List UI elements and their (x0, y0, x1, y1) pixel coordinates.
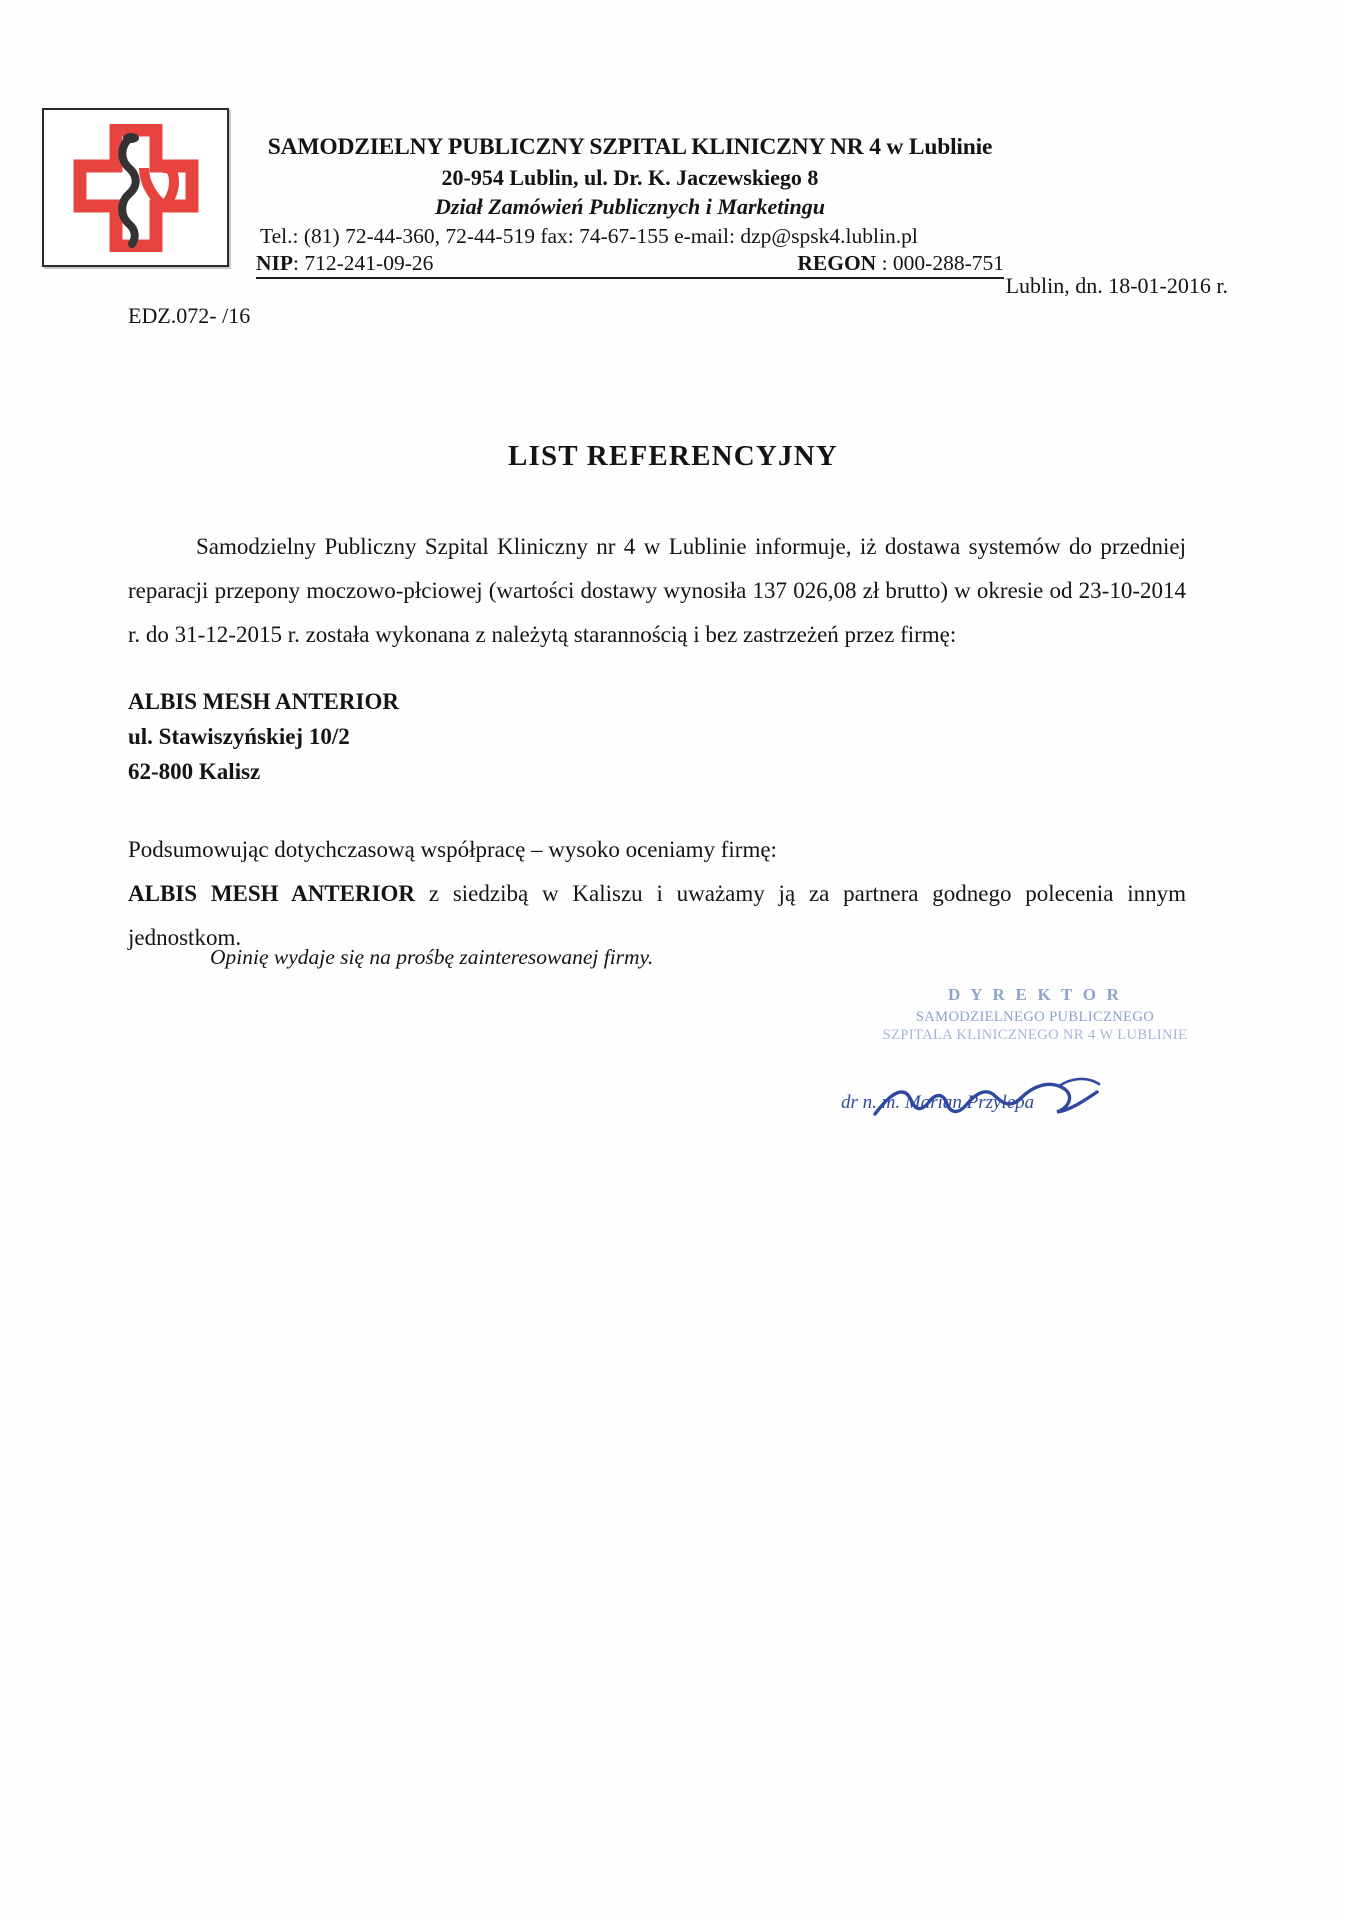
letterhead (0, 108, 1346, 279)
closing-suffix: z siedzibą w Kaliszu i uważamy ją za partnera godnego polecenia innym jednostkom. (128, 881, 1186, 951)
organization-address: 20-954 Lublin, ul. Dr. K. Jaczewskiego 8 (441, 164, 819, 190)
regon-value: : 000-288-751 (876, 250, 1004, 275)
red-cross-rod-of-asclepius-icon (72, 124, 200, 252)
reference-number: EDZ.072- /16 (128, 303, 251, 328)
regon-field (797, 251, 1004, 276)
hospital-logo (42, 108, 229, 267)
signature-title: D Y R E K T O R (947, 985, 1123, 1004)
opinion-note: Opinię wydaje się na prośbę zainteresowanej firmy. (210, 945, 654, 969)
recipient-name: ALBIS MESH ANTERIOR (128, 689, 399, 714)
body-closing (128, 828, 1186, 960)
nip-value: : 712-241-09-26 (293, 250, 434, 275)
tax-id-row (256, 251, 1004, 279)
recipient-street: ul. Stawiszyńskiej 10/2 (128, 723, 350, 749)
signature-org-line-2: SZPITALA KLINICZNEGO NR 4 W LUBLINIE (882, 1027, 1188, 1043)
regon-label: REGON (797, 250, 877, 275)
closing-prefix: Podsumowując dotychczasową współpracę – wysoko oceniamy firmę: (128, 837, 777, 862)
body-paragraph-1: Samodzielny Publiczny Szpital Kliniczny nr 4 w Lublinie informuje, iż dostawa systemów do przedniej reparacji przepony moczowo-płciowej (wartości dostawy wynosiła 137 026,08 zł brutto) w okresie od 23-10-2014 r. do 31-12-2015 r. została wykonana z należytą starannością i bez zastrzeżeń przez firmę: (128, 534, 1186, 648)
nip-label: NIP (256, 250, 294, 275)
body-main (128, 525, 1186, 657)
handwritten-signature (835, 1070, 1235, 1130)
signature-org-line-1: SAMODZIELNEGO PUBLICZNEGO (915, 1009, 1155, 1025)
signature-block (835, 985, 1235, 1130)
organization-department: Dział Zamówień Publicznych i Marketingu (435, 193, 825, 219)
organization-contact: Tel.: (81) 72-44-360, 72-44-519 fax: 74-67-155 e-mail: dzp@spsk4.lublin.pl (260, 223, 918, 248)
page-title: LIST REFERENCYJNY (507, 440, 839, 472)
closing-paragraph (128, 828, 1186, 960)
nip-field (256, 251, 433, 276)
recipient-address (128, 685, 399, 790)
place-and-date: Lublin, dn. 18-01-2016 r. (1005, 273, 1228, 298)
recipient-city: 62-800 Kalisz (128, 758, 261, 784)
closing-company: ALBIS MESH ANTERIOR (128, 881, 416, 907)
letterhead-text (256, 108, 1004, 279)
organization-name: SAMODZIELNY PUBLICZNY SZPITAL KLINICZNY NR 4 w Lublinie (267, 134, 993, 160)
signature-name: dr n. m. Marian Przylepa (841, 1092, 1035, 1113)
